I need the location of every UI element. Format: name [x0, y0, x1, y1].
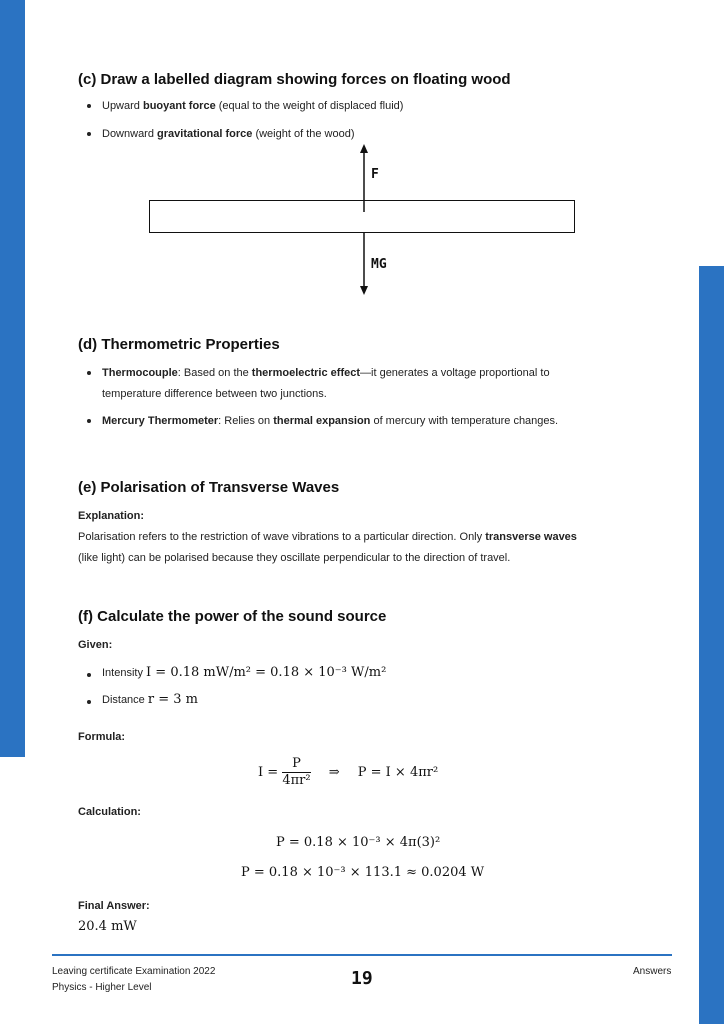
given-distance: Distance r = 3 m: [102, 692, 198, 707]
down-arrowhead-icon: [360, 286, 368, 295]
force-label-mg: MG: [371, 257, 387, 272]
footer-subject: Physics - Higher Level: [52, 982, 152, 993]
calculation-line-1: P = 0.18 × 10⁻³ × 4π(3)²: [276, 835, 441, 850]
final-answer-label: Final Answer:: [78, 900, 150, 912]
section-c-heading: (c) Draw a labelled diagram showing forces on floating wood: [78, 71, 511, 88]
footer-divider: [52, 954, 672, 956]
calculation-label: Calculation:: [78, 806, 141, 818]
explanation-line-1: Polarisation refers to the restriction of wave vibrations to a particular direction. Only transverse waves: [78, 531, 577, 543]
bullet-icon: [87, 104, 91, 108]
bullet-icon: [87, 419, 91, 423]
section-c-bullet-2: Downward gravitational force (weight of the wood): [102, 128, 355, 140]
final-answer-value: 20.4 mW: [78, 919, 137, 934]
page-number: 19: [351, 968, 373, 989]
bullet-icon: [87, 132, 91, 136]
calculation-line-2: P = 0.18 × 10⁻³ × 113.1 ≈ 0.0204 W: [241, 865, 485, 880]
section-d-heading: (d) Thermometric Properties: [78, 336, 280, 353]
left-accent-bar: [0, 0, 25, 757]
up-arrowhead-icon: [360, 144, 368, 153]
formula-equation: I = $\frac{P}{\text{4πr²}}$ ⇒ P = I × 4πr²: [258, 756, 439, 788]
formula-label: Formula:: [78, 731, 126, 743]
footer-exam-title: Leaving certificate Examination 2022: [52, 966, 216, 977]
section-f-heading: (f) Calculate the power of the sound source: [78, 608, 387, 625]
right-accent-bar: [699, 266, 724, 1024]
bullet-icon: [87, 700, 91, 704]
section-c-bullet-1: Upward buoyant force (equal to the weight of displaced fluid): [102, 100, 404, 112]
explanation-line-2: (like light) can be polarised because they oscillate perpendicular to the direction of travel.: [78, 552, 511, 564]
given-label: Given:: [78, 639, 113, 651]
force-label-f: F: [371, 167, 379, 182]
formula-fraction: $\frac{P}{\text{4πr²}}$: [282, 756, 311, 788]
given-intensity: Intensity I = 0.18 mW/m² = 0.18 × 10⁻³ W/m²: [102, 665, 387, 680]
thermocouple-item: Thermocouple: Based on the thermoelectric effect—it generates a voltage proportional to: [102, 367, 550, 379]
floating-wood-diagram: [140, 140, 590, 300]
explanation-label: Explanation:: [78, 510, 145, 522]
thermocouple-item-line-2: temperature difference between two junctions.: [102, 388, 327, 400]
section-e-heading: (e) Polarisation of Transverse Waves: [78, 479, 340, 496]
wood-block: [150, 201, 575, 233]
mercury-thermometer-item: Mercury Thermometer: Relies on thermal expansion of mercury with temperature changes.: [102, 415, 559, 427]
bullet-icon: [87, 673, 91, 677]
footer-section-name: Answers: [633, 966, 672, 977]
bullet-icon: [87, 371, 91, 375]
